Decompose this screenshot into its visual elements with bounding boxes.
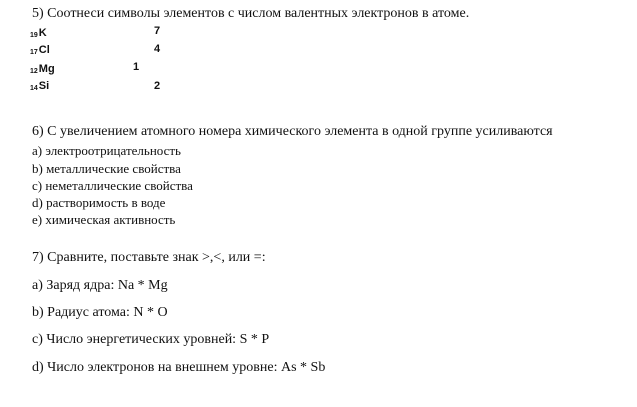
element-symbol: $_{14}$Si	[30, 80, 50, 92]
q6-option: e) химическая активность	[32, 212, 176, 227]
q7-item: a) Заряд ядра: Na * Mg	[32, 278, 168, 293]
q7-item: c) Число энергетических уровней: S * P	[32, 332, 270, 347]
element-symbol: $_{19}$K	[30, 27, 47, 39]
q6-title: 6) С увеличением атомного номера химического элемента в одной группе усиливаются	[32, 124, 553, 139]
q6-option: a) электроотрицательность	[32, 143, 181, 158]
valence-value: 1	[133, 61, 140, 73]
q6-option: d) растворимость в воде	[32, 195, 166, 210]
q6-option: b) металлические свойства	[32, 161, 181, 176]
valence-value: 2	[154, 80, 161, 92]
element-symbol: $_{12}$Mg	[30, 63, 55, 75]
valence-value: 4	[154, 43, 161, 55]
q7-title: 7) Сравните, поставьте знак >,<, или =:	[32, 250, 266, 265]
q7-item: b) Радиус атома: N * O	[32, 305, 168, 320]
element-symbol: $_{17}$Cl	[30, 44, 50, 56]
q7-item: d) Число электронов на внешнем уровне: As * Sb	[32, 360, 326, 375]
q5-title: 5) Соотнеси символы элементов с числом валентных электронов в атоме.	[32, 6, 470, 21]
valence-value: 7	[154, 25, 161, 37]
q6-option: c) неметаллические свойства	[32, 178, 193, 193]
